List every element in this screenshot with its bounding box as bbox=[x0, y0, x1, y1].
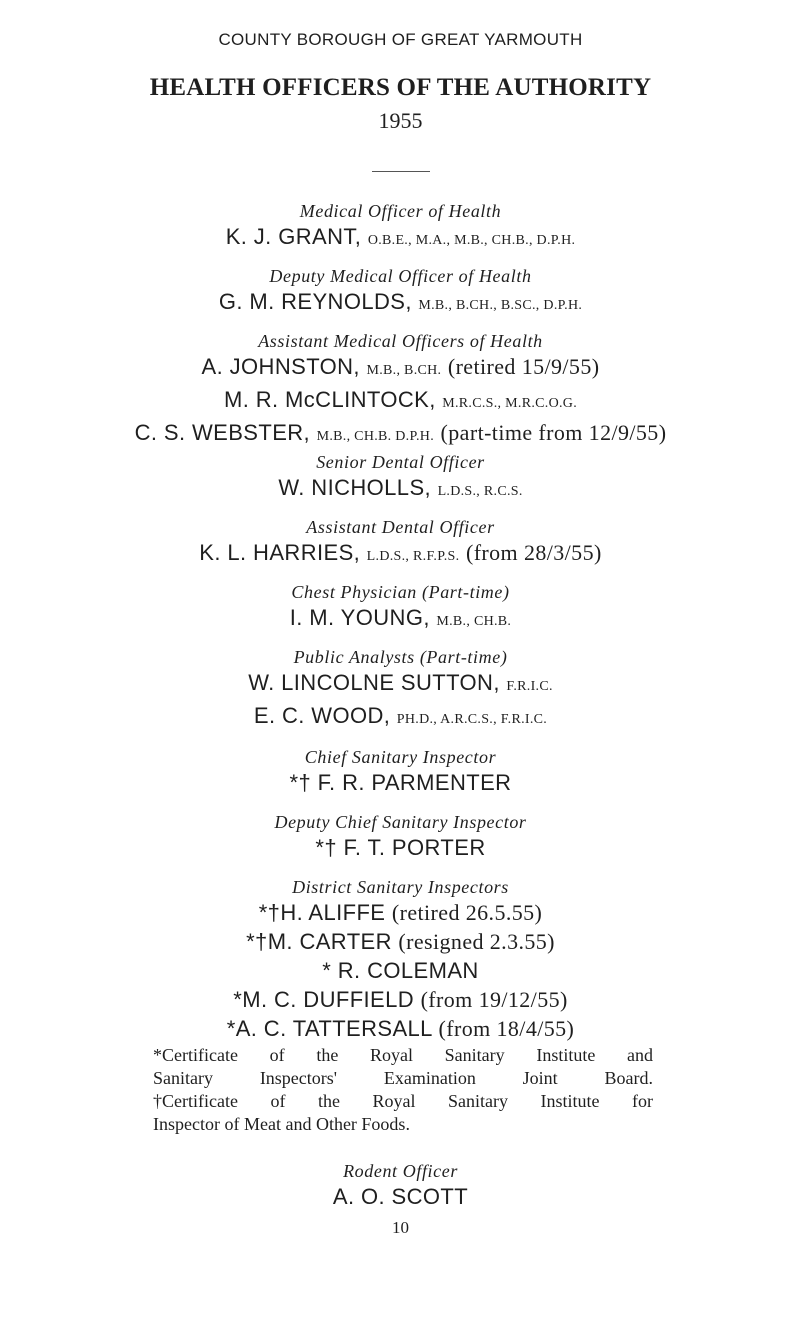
officer-entry bbox=[0, 352, 801, 385]
officer-entry bbox=[0, 833, 801, 862]
officer-name: G. M. REYNOLDS, bbox=[218, 289, 412, 314]
footnote-word: and bbox=[627, 1045, 653, 1065]
officer-note: (retired 15/9/55) bbox=[447, 354, 600, 379]
officer-qualifications: M.B., B.CH. bbox=[366, 363, 442, 378]
role-title: Deputy Chief Sanitary Inspector bbox=[274, 812, 527, 832]
officer-note: (from 28/3/55) bbox=[465, 540, 602, 565]
section-analysts bbox=[0, 646, 801, 734]
footnote-word: for bbox=[631, 1091, 653, 1111]
officer-entry bbox=[0, 768, 801, 797]
section-district-sanitary bbox=[0, 876, 801, 1043]
officer-entry bbox=[0, 418, 801, 451]
footnote-word: Institute bbox=[540, 1091, 600, 1111]
officer-qualifications: M.R.C.S., M.R.C.O.G. bbox=[442, 396, 578, 411]
footnote-line bbox=[153, 1090, 653, 1113]
footnote-word: *Certificate bbox=[153, 1045, 238, 1065]
officer-qualifications: O.B.E., M.A., M.B., CH.B., D.P.H. bbox=[367, 233, 576, 248]
officer-qualifications: F.R.I.C. bbox=[506, 679, 553, 694]
footnote-word: of bbox=[270, 1091, 286, 1111]
footnote-word: of bbox=[269, 1045, 285, 1065]
footnote-word: the bbox=[316, 1045, 339, 1065]
year: 1955 bbox=[378, 108, 423, 133]
section-deputy-moh bbox=[0, 265, 801, 320]
officer-entry bbox=[0, 473, 801, 506]
footnote-word: Sanitary bbox=[447, 1091, 508, 1111]
role-title: Assistant Dental Officer bbox=[306, 517, 495, 537]
officer-name: *†M. CARTER bbox=[246, 929, 392, 954]
footnote-word: Sanitary bbox=[444, 1045, 505, 1065]
section-chest bbox=[0, 581, 801, 636]
officer-entry bbox=[0, 927, 801, 956]
role-title: Assistant Medical Officers of Health bbox=[258, 331, 543, 351]
footnote-word: †Certificate bbox=[153, 1091, 238, 1111]
officer-name: K. L. HARRIES, bbox=[199, 540, 361, 565]
officer-name: A. JOHNSTON, bbox=[201, 354, 360, 379]
officer-name: E. C. WOOD, bbox=[253, 703, 391, 728]
footnote-word: the bbox=[317, 1091, 340, 1111]
officer-name: M. R. McCLINTOCK, bbox=[223, 387, 436, 412]
section-senior-dental bbox=[0, 451, 801, 506]
officer-entry bbox=[0, 985, 801, 1014]
role-title: Senior Dental Officer bbox=[316, 452, 485, 472]
section-deputy-sanitary bbox=[0, 811, 801, 862]
footnote-word: Joint bbox=[522, 1068, 558, 1088]
section-assistant-mo bbox=[0, 330, 801, 451]
officer-entry bbox=[0, 385, 801, 418]
officer-name: *M. C. DUFFIELD bbox=[233, 987, 415, 1012]
officer-note: (part-time from 12/9/55) bbox=[440, 420, 667, 445]
footnotes bbox=[153, 1044, 653, 1136]
footnote-word: Sanitary bbox=[153, 1068, 213, 1088]
footnote-line bbox=[153, 1044, 653, 1067]
footnote-word: Royal bbox=[372, 1091, 416, 1111]
officer-entry bbox=[0, 1014, 801, 1043]
officer-entry bbox=[0, 222, 801, 255]
role-title: District Sanitary Inspectors bbox=[292, 877, 509, 897]
footnote-word: Royal bbox=[369, 1045, 413, 1065]
footnote-word: Examination bbox=[383, 1068, 476, 1088]
officer-entry bbox=[0, 956, 801, 985]
page-title: HEALTH OFFICERS OF THE AUTHORITY bbox=[149, 74, 652, 101]
officer-qualifications: PH.D., A.R.C.S., F.R.I.C. bbox=[396, 712, 548, 727]
role-title: Deputy Medical Officer of Health bbox=[269, 266, 532, 286]
borough-heading: COUNTY BOROUGH OF GREAT YARMOUTH bbox=[218, 30, 583, 49]
divider-rule bbox=[372, 171, 430, 172]
page-number: 10 bbox=[392, 1218, 409, 1237]
officer-entry bbox=[0, 603, 801, 636]
officer-entry bbox=[0, 1182, 801, 1211]
footnote-word: Board. bbox=[604, 1068, 653, 1088]
section-moh bbox=[0, 200, 801, 255]
officer-name: *† F. T. PORTER bbox=[315, 835, 486, 860]
section-chief-sanitary bbox=[0, 746, 801, 797]
officer-name: A. O. SCOTT bbox=[332, 1184, 469, 1209]
officer-qualifications: L.D.S., R.F.P.S. bbox=[366, 549, 460, 564]
officer-entry bbox=[0, 538, 801, 571]
officer-note: (from 18/4/55) bbox=[438, 1016, 575, 1041]
role-title: Chest Physician (Part-time) bbox=[291, 582, 510, 602]
footnote-word: Institute bbox=[536, 1045, 596, 1065]
footnote-line: Inspector of Meat and Other Foods. bbox=[153, 1114, 410, 1134]
officer-name: *† F. R. PARMENTER bbox=[289, 770, 512, 795]
officer-qualifications: M.B., CH.B. D.P.H. bbox=[316, 429, 435, 444]
officer-qualifications: M.B., B.CH., B.SC., D.P.H. bbox=[418, 298, 583, 313]
section-rodent bbox=[0, 1160, 801, 1211]
officer-note: (retired 26.5.55) bbox=[391, 900, 543, 925]
officer-entry bbox=[0, 898, 801, 927]
officer-name: W. NICHOLLS, bbox=[278, 475, 432, 500]
officer-name: I. M. YOUNG, bbox=[289, 605, 430, 630]
officer-name: *A. C. TATTERSALL bbox=[226, 1016, 432, 1041]
officer-name: *†H. ALIFFE bbox=[258, 900, 386, 925]
officer-name: C. S. WEBSTER, bbox=[134, 420, 311, 445]
officer-entry bbox=[0, 701, 801, 734]
footnote-line bbox=[153, 1067, 653, 1090]
role-title: Public Analysts (Part-time) bbox=[293, 647, 508, 667]
officer-name: * R. COLEMAN bbox=[322, 958, 479, 983]
role-title: Medical Officer of Health bbox=[299, 201, 502, 221]
officer-name: W. LINCOLNE SUTTON, bbox=[248, 670, 500, 695]
officer-note: (resigned 2.3.55) bbox=[398, 929, 555, 954]
officer-name: K. J. GRANT, bbox=[225, 224, 362, 249]
footnote-word: Inspectors' bbox=[259, 1068, 338, 1088]
officer-note: (from 19/12/55) bbox=[420, 987, 568, 1012]
officer-entry bbox=[0, 287, 801, 320]
role-title: Chief Sanitary Inspector bbox=[304, 747, 497, 767]
officer-qualifications: M.B., CH.B. bbox=[436, 614, 512, 629]
role-title: Rodent Officer bbox=[343, 1161, 458, 1181]
section-assistant-dental bbox=[0, 516, 801, 571]
officer-qualifications: L.D.S., R.C.S. bbox=[437, 484, 523, 499]
officer-entry bbox=[0, 668, 801, 701]
